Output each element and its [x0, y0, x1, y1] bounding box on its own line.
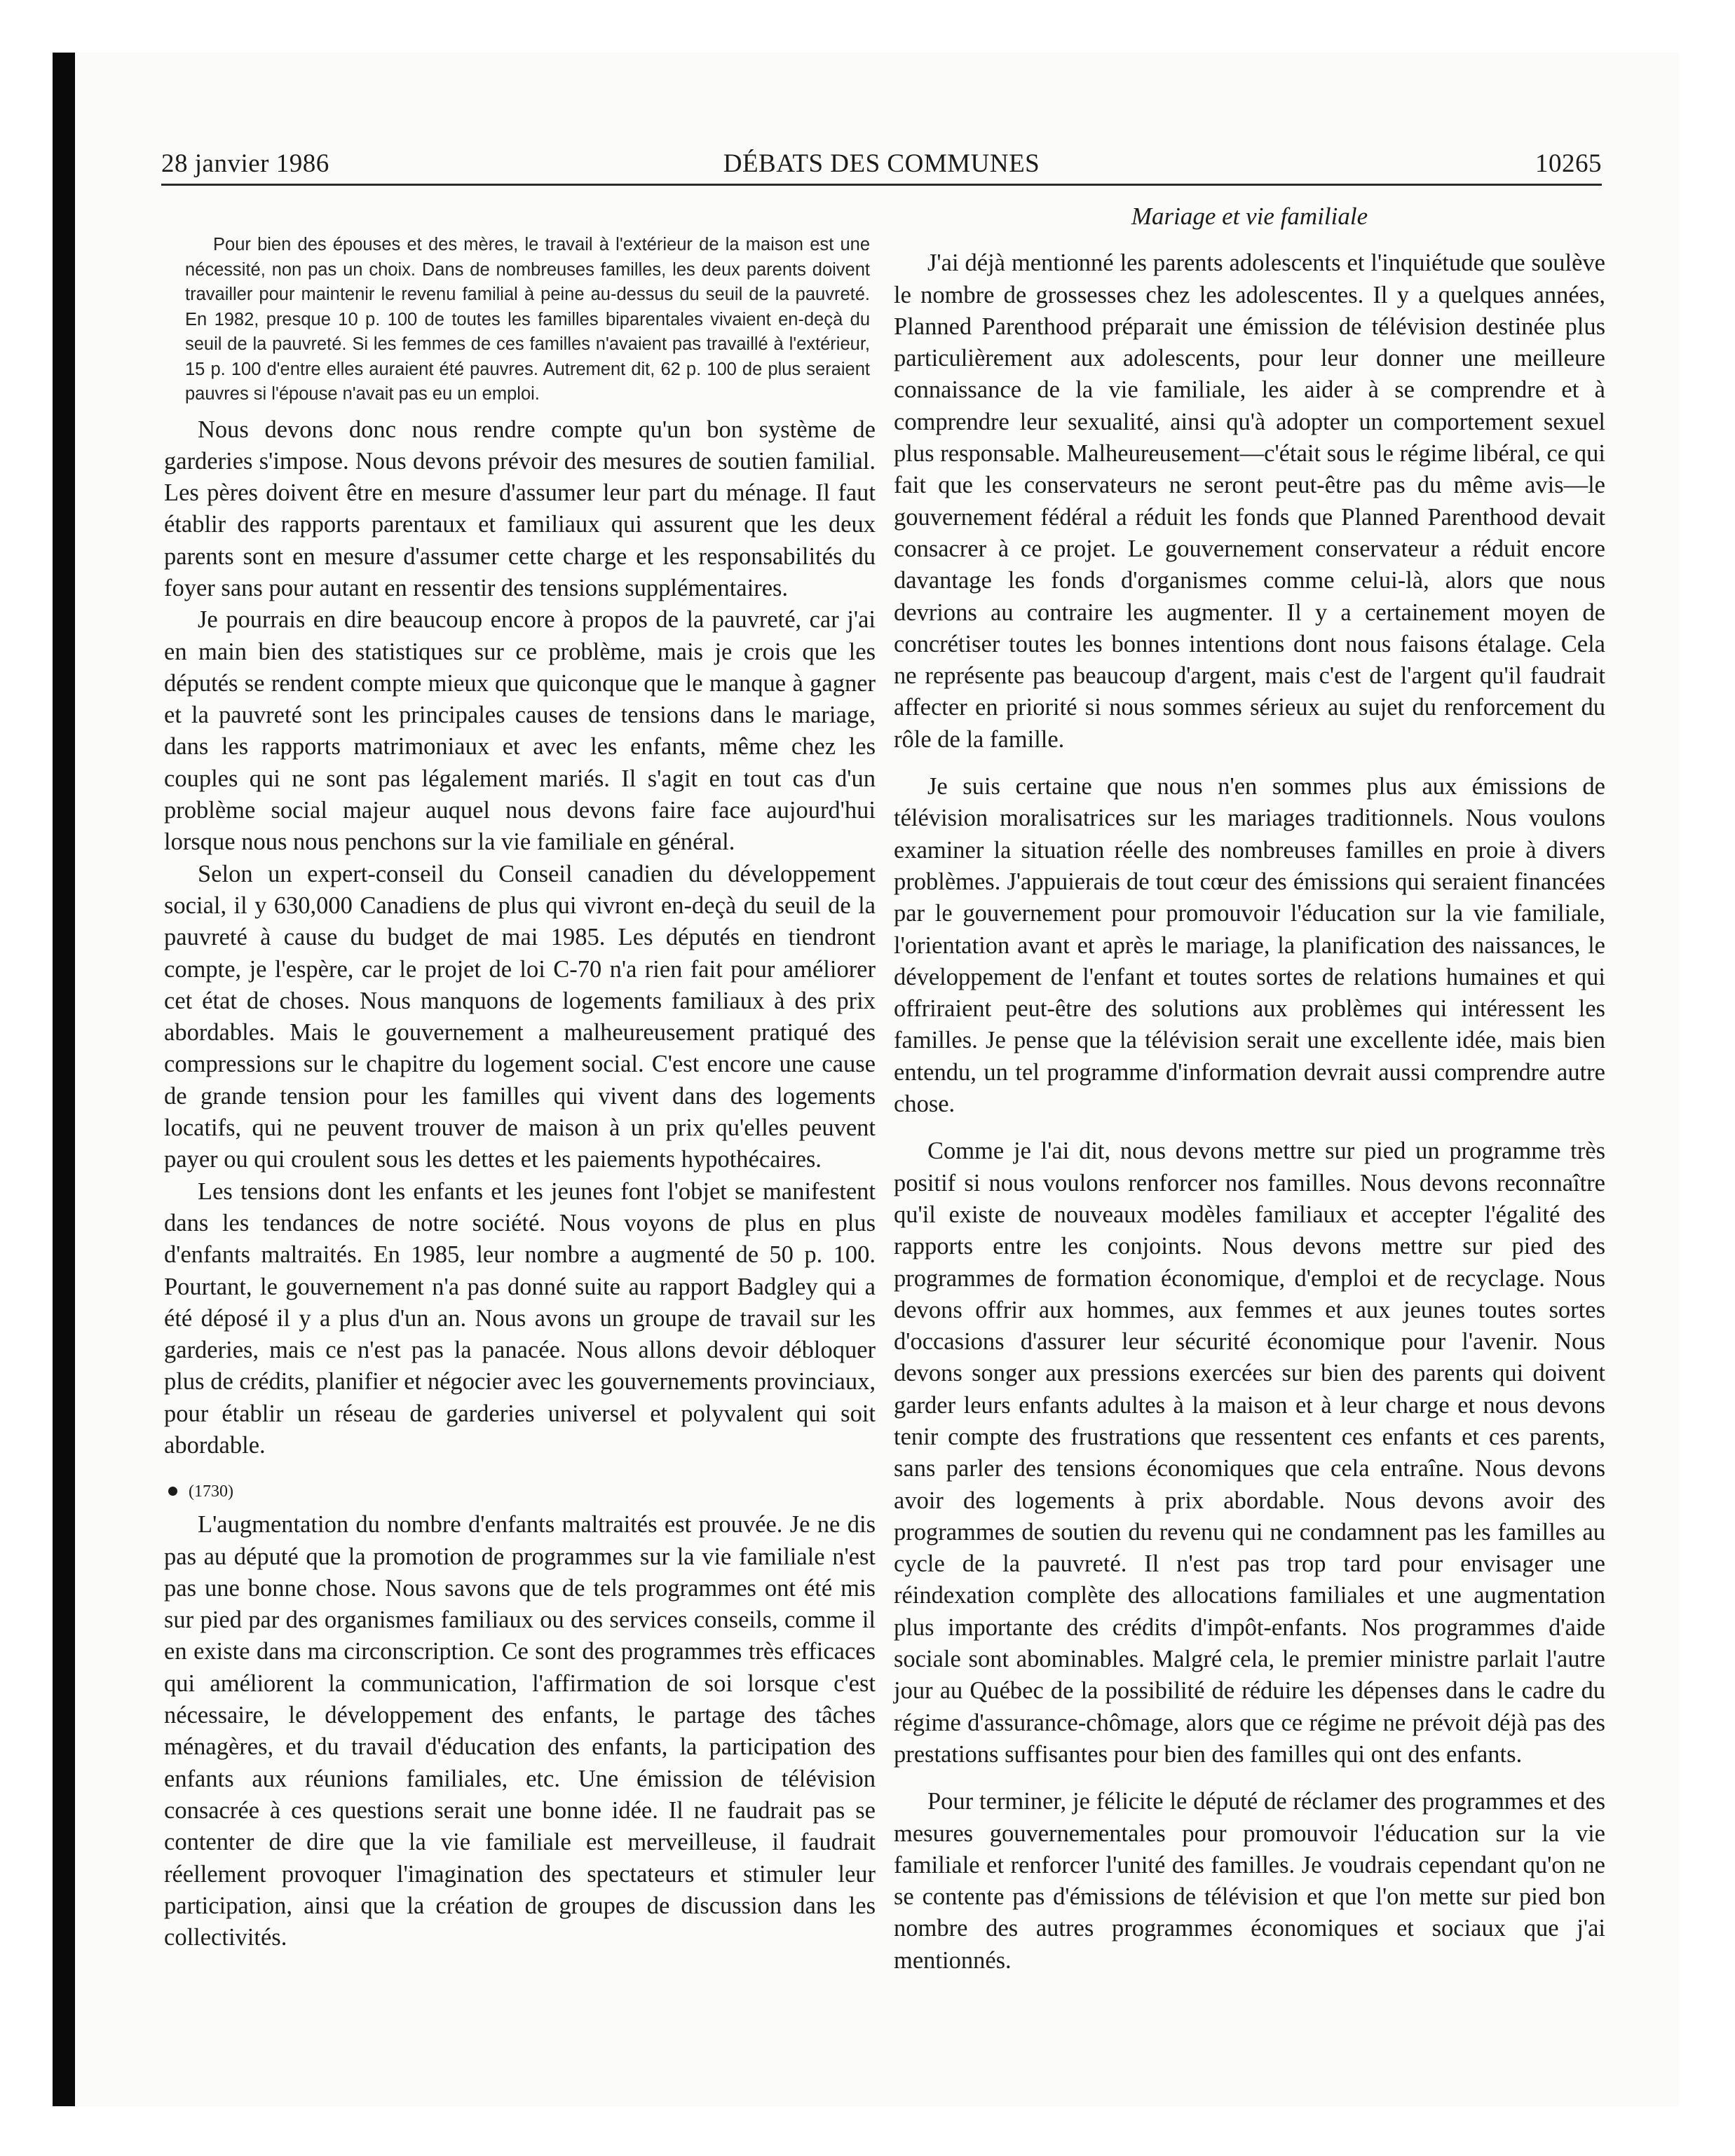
paragraph: Les tensions dont les enfants et les jeunes font l'objet se manifestent dans les tendances de notre société. Nous voyons de plus en plus d'enfants maltraités. En 1985, leur nombre a augmenté de 50 p. 100. Pourtant, le gouvernement n'a pas donné suite au rapport Badgley qui a été déposé il y a plus d'un an. Nous avons un groupe de travail sur les garderies, mais ce n'est pas la panacée. Nous allons devoir débloquer plus de crédits, planifier et négocier avec les gouvernements provinciaux, pour établir un réseau de garderies universel et polyvalent qui soit abordable.: [164, 1178, 876, 1459]
header-rule: [161, 184, 1602, 186]
time-marker-text: (1730): [189, 1482, 233, 1501]
section-title: Mariage et vie familiale: [1131, 203, 1368, 230]
paragraph: Comme je l'ai dit, nous devons mettre sur pied un programme très positif si nous voulons renforcer nos familles. Nous devons reconnaître qu'il existe de nouveaux modèles familiaux et accepter l'égalité des rapports entre les conjoints. Nous devons mettre sur pied des programmes de formation économique, d'emploi et de recyclage. Nous devons offrir aux hommes, aux femmes et aux jeunes toutes sortes d'occasions d'assurer leur sécurité économique pour l'avenir. Nous devons songer aux pressions exercées sur bien des parents qui doivent garder leurs enfants adultes à la maison et à leur charge et nous devons tenir compte des frustrations que ressentent ces enfants et ces parents, sans parler des tensions économiques que cela entraîne. Nous devons avoir des logements à prix abordable. Nous devons avoir des programmes de soutien du revenu qui ne condamnent pas les familles au cycle de la pauvreté. Il n'est pas trop tard pour envisager une réindexation complète des allocations familiales et une augmentation plus importante des crédits d'impôt-enfants. Nos programmes d'aide sociale sont abominables. Malgré cela, le premier ministre parlait l'autre jour au Québec de la possibilité de réduire les dépenses dans le cadre du régime d'assurance-chômage, alors que ce régime ne prévoit déjà pas des prestations suffisantes pour bien des familles qui ont des enfants.: [894, 1138, 1605, 1768]
left-column: [164, 196, 876, 1953]
right-column: [894, 196, 1605, 1977]
paragraph: L'augmentation du nombre d'enfants maltraités est prouvée. Je ne dis pas au député que la promotion de programmes sur la vie familiale n'est pas une bonne chose. Nous savons que de tels programmes ont été mis sur pied par des organismes familiaux ou des services conseils, comme il en existe dans ma circonscription. Ce sont des programmes très efficaces qui améliorent la communication, l'affirmation de soi lorsque c'est nécessaire, le développement des enfants, le partage des tâches ménagères, et du travail d'éducation des enfants, la participation des enfants aux réunions familiales, etc. Une émission de télévision consacrée à ces questions serait une bonne idée. Il ne faudrait pas se contenter de dire que la vie familiale est merveilleuse, il faudrait réellement provoquer l'imagination des spectateurs et stimuler leur participation, ainsi que la création de groupes de discussion dans les collectivités.: [164, 1511, 876, 1951]
header-date: 28 janvier 1986: [161, 149, 329, 178]
bullet-icon: [168, 1487, 177, 1496]
paragraph: Nous devons donc nous rendre compte qu'un bon système de garderies s'impose. Nous devons prévoir des mesures de soutien familial. Les pères doivent être en mesure d'assumer leur part du ménage. Il faut établir des rapports parentaux et familiaux qui assurent que les deux parents sont en mesure d'assumer cette charge et les responsabilités du foyer sans pour autant en ressentir des tensions supplémentaires.: [164, 416, 876, 601]
block-quote: Pour bien des épouses et des mères, le travail à l'extérieur de la maison est une nécessité, non pas un choix. Dans de nombreuses familles, les deux parents doivent travailler pour maintenir le revenu familial à peine au-dessus du seuil de la pauvreté. En 1982, presque 10 p. 100 de toutes les familles biparentales vivaient en-deçà du seuil de la pauvreté. Si les femmes de ces familles n'avaient pas travaillé à l'extérieur, 15 p. 100 d'entre elles auraient été pauvres. Autrement dit, 62 p. 100 de plus seraient pauvres si l'épouse n'avait pas eu un emploi.: [185, 235, 870, 404]
paragraph: J'ai déjà mentionné les parents adolescents et l'inquiétude que soulève le nombre de grossesses chez les adolescentes. Il y a quelques années, Planned Parenthood préparait une émission de télévision destinée plus particulièrement aux adolescents, pour leur donner une meilleure connaissance de la vie familiale, les aider à se comprendre et à comprendre leur sexualité, ainsi qu'à adopter un comportement sexuel plus responsable. Malheureusement—c'était sous le régime libéral, ce qui fait que les conservateurs ne seront peut-être pas du même avis—le gouvernement fédéral a réduit les fonds que Planned Parenthood devait consacrer à ce projet. Le gouvernement conservateur a réduit encore davantage les fonds d'organismes comme celui-là, alors que nous devrions au contraire les augmenter. Il y a certainement moyen de concrétiser toutes les bonnes intentions dont nous faisons étalage. Cela ne représente pas beaucoup d'argent, mais c'est de l'argent qu'il faudrait affecter en priorité si nous sommes sérieux au sujet du renforcement du rôle de la famille.: [894, 250, 1605, 753]
paragraph: Pour terminer, je félicite le député de réclamer des programmes et des mesures gouvernementales pour promouvoir l'éducation sur la vie familiale et renforcer l'unité des familles. Je voudrais cependant qu'on ne se contente pas d'émissions de télévision et que l'on mette sur pied bon nombre des autres programmes économiques et sociaux que j'ai mentionnés.: [894, 1788, 1605, 1974]
page-header: [161, 142, 1602, 182]
paragraph: Je suis certaine que nous n'en sommes plus aux émissions de télévision moralisatrices sur les mariages traditionnels. Nous voulons examiner la situation réelle des nombreuses familles en proie à divers problèmes. J'appuierais de tout cœur des émissions qui seraient financées par le gouvernement pour promouvoir l'éducation sur la vie familiale, l'orientation avant et après le mariage, la planification des naissances, le développement de l'enfant et toutes sortes de relations humaines et qui offriraient peut-être des solutions aux problèmes qui intéressent les familles. Je pense que la télévision serait une excellente idée, mais bien entendu, un tel programme d'information devrait aussi comprendre autre chose.: [894, 773, 1605, 1118]
paragraph: Selon un expert-conseil du Conseil canadien du développement social, il y 630,000 Canadiens de plus qui vivront en-deçà du seuil de la pauvreté à cause du budget de mai 1985. Les députés en tiendront compte, je l'espère, car le projet de loi C-70 n'a rien fait pour améliorer cet état de choses. Nous manquons de logements familiaux à des prix abordables. Mais le gouvernement a malheureusement pratiqué des compressions sur le chapitre du logement social. C'est encore une cause de grande tension pour les familles qui vivent dans des logements locatifs, qui ne peuvent trouver de maison à un prix qu'elles peuvent payer ou qui croulent sous les dettes et les paiements hypothécaires.: [164, 860, 876, 1173]
header-page-number: 10265: [1535, 149, 1602, 178]
time-marker: [168, 1477, 876, 1506]
header-title: DÉBATS DES COMMUNES: [723, 149, 1040, 178]
paragraph: Je pourrais en dire beaucoup encore à propos de la pauvreté, car j'ai en main bien des statistiques sur ce problème, mais je crois que les députés se rendent compte mieux que quiconque que le manque à gagner et la pauvreté sont les principales causes de tensions dans le mariage, dans les rapports matrimoniaux et avec les enfants, même chez les couples qui ne sont pas légalement mariés. Il s'agit en tout cas d'un problème social majeur auquel nous devons faire face aujourd'hui lorsque nous nous penchons sur la vie familiale en général.: [164, 606, 876, 856]
binding-edge: [53, 53, 75, 2106]
